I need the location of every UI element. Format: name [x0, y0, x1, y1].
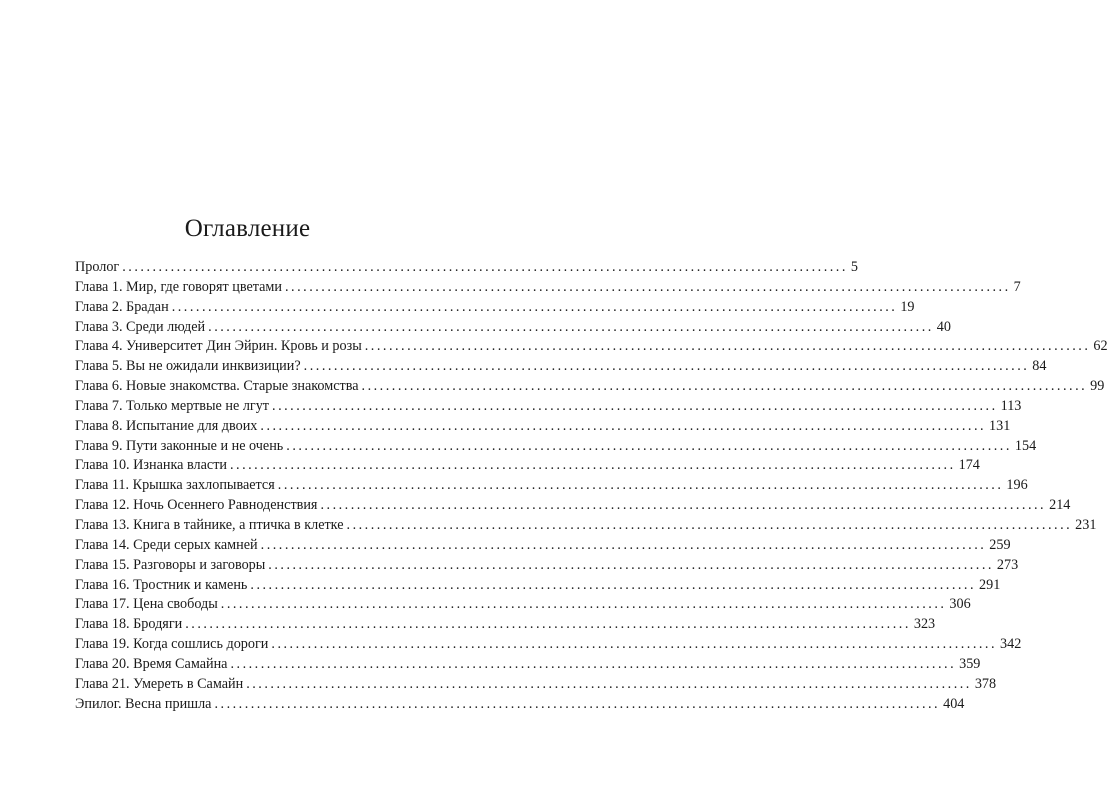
toc-entry-page: 131 — [989, 417, 1011, 434]
toc-entry-title: Глава 21. Умереть в Самайн — [75, 675, 244, 692]
toc-entry-page: 5 — [850, 259, 858, 275]
toc-entry[interactable] — [75, 476, 1028, 496]
dot-leader: ........................................................................................................................ — [320, 497, 1047, 514]
dot-leader: ........................................................................................................................ — [260, 536, 987, 553]
toc-entry[interactable] — [75, 258, 858, 278]
toc-entry[interactable] — [75, 318, 951, 338]
toc-entry[interactable] — [75, 595, 971, 615]
toc-entry[interactable] — [75, 536, 1011, 556]
dot-leader: ........................................................................................................................ — [208, 318, 934, 335]
toc-entry[interactable] — [75, 417, 1011, 437]
dot-leader: ........................................................................................................................ — [361, 378, 1088, 395]
toc-entry[interactable] — [75, 655, 981, 675]
toc-entry[interactable] — [75, 337, 1108, 357]
toc-entry-title: Глава 20. Время Самайна — [75, 655, 228, 672]
toc-entry-title: Глава 2. Брадан — [75, 298, 169, 315]
dot-leader: ........................................................................................................................ — [250, 576, 977, 593]
dot-leader: ........................................................................................................................ — [246, 675, 972, 692]
toc-entry-page: 404 — [943, 695, 965, 712]
toc-entry-title: Глава 14. Среди серых камней — [75, 536, 258, 553]
toc-entry-page: 99 — [1090, 378, 1105, 395]
toc-entry[interactable] — [75, 496, 1071, 516]
toc-entry[interactable] — [75, 695, 965, 715]
toc-list — [75, 258, 1108, 714]
toc-entry[interactable] — [75, 298, 915, 318]
toc-entry[interactable] — [75, 357, 1047, 377]
toc-entry-title: Глава 11. Крышка захлопывается — [75, 477, 275, 494]
toc-entry[interactable] — [75, 397, 1022, 417]
toc-entry[interactable] — [75, 437, 1037, 457]
toc-entry[interactable] — [75, 516, 1097, 536]
toc-entry-page: 113 — [1000, 397, 1022, 414]
toc-entry-page: 84 — [1032, 358, 1047, 375]
toc-entry-title: Глава 15. Разговоры и заговоры — [75, 556, 266, 573]
toc-entry[interactable] — [75, 556, 1019, 576]
toc-entry-page: 19 — [900, 298, 915, 315]
toc-entry-title: Глава 9. Пути законные и не очень — [75, 437, 284, 454]
dot-leader: ........................................................................................................................ — [268, 556, 994, 573]
dot-leader: ........................................................................................................................ — [272, 397, 998, 414]
toc-entry[interactable] — [75, 675, 997, 695]
dot-leader: ........................................................................................................................ — [185, 616, 911, 633]
toc-entry[interactable] — [75, 635, 1022, 655]
toc-entry-title: Глава 6. Новые знакомства. Старые знакомства — [75, 378, 359, 395]
toc-entry-page: 273 — [996, 556, 1019, 573]
toc-entry-page: 62 — [1093, 338, 1108, 355]
toc-entry-title: Глава 13. Книга в тайнике, а птичка в клетке — [75, 516, 344, 533]
dot-leader: ........................................................................................................................ — [277, 477, 1004, 494]
toc-entry-title: Глава 10. Изнанка власти — [75, 457, 227, 474]
toc-entry[interactable] — [75, 278, 1021, 298]
toc-entry-title: Глава 3. Среди людей — [75, 318, 206, 335]
toc-title: Оглавление — [184, 215, 311, 242]
toc-entry-title: Глава 16. Тростник и камень — [75, 576, 248, 593]
toc-entry-page: 378 — [974, 675, 997, 692]
toc-entry-title: Глава 12. Ночь Осеннего Равноденствия — [75, 497, 318, 514]
dot-leader: ........................................................................................................................ — [260, 417, 987, 434]
dot-leader: ........................................................................................................................ — [286, 437, 1012, 454]
toc-entry-page: 174 — [958, 457, 980, 474]
dot-leader: ........................................................................................................................ — [364, 338, 1091, 355]
toc-entry-page: 154 — [1014, 437, 1037, 454]
dot-leader: ........................................................................................................................ — [271, 636, 998, 653]
toc-entry-title: Пролог — [75, 259, 120, 275]
toc-entry-title: Глава 17. Цена свободы — [75, 596, 218, 613]
dot-leader: ........................................................................................................................ — [285, 278, 1011, 295]
dot-leader: ........................................................................................................................ — [220, 596, 947, 613]
dot-leader: ........................................................................................................................ — [303, 358, 1030, 375]
dot-leader: ........................................................................................................................ — [229, 457, 956, 474]
dot-leader: ........................................................................................................................ — [346, 516, 1073, 533]
toc-entry-page: 306 — [949, 596, 971, 613]
toc-entry[interactable] — [75, 456, 980, 476]
toc-entry-title: Эпилог. Весна пришла — [75, 695, 212, 712]
toc-entry-page: 7 — [1013, 278, 1021, 295]
toc-entry-title: Глава 7. Только мертвые не лгут — [75, 397, 270, 414]
toc-entry-page: 196 — [1006, 477, 1028, 494]
dot-leader: ........................................................................................................................ — [122, 259, 848, 275]
toc-entry[interactable] — [75, 615, 936, 635]
toc-entry-page: 259 — [989, 536, 1011, 553]
dot-leader: ........................................................................................................................ — [230, 655, 957, 672]
toc-entry-title: Глава 18. Бродяги — [75, 616, 183, 633]
toc-entry-page: 291 — [979, 576, 1001, 593]
toc-entry-page: 231 — [1075, 516, 1097, 533]
dot-leader: ........................................................................................................................ — [214, 695, 941, 712]
toc-entry-page: 40 — [936, 318, 951, 335]
toc-entry-page: 323 — [913, 616, 936, 633]
toc-entry-page: 359 — [959, 655, 981, 672]
toc-entry[interactable] — [75, 377, 1105, 397]
toc-entry-title: Глава 19. Когда сошлись дороги — [75, 636, 269, 653]
toc-entry-title: Глава 1. Мир, где говорят цветами — [75, 278, 282, 295]
toc-entry-page: 214 — [1049, 497, 1071, 514]
toc-entry-title: Глава 8. Испытание для двоих — [75, 417, 258, 434]
toc-entry-title: Глава 5. Вы не ожидали инквизиции? — [75, 358, 301, 375]
toc-entry-page: 342 — [1000, 636, 1022, 653]
toc-entry[interactable] — [75, 576, 1001, 596]
toc-entry-title: Глава 4. Университет Дин Эйрин. Кровь и розы — [75, 338, 362, 355]
dot-leader: ........................................................................................................................ — [171, 298, 898, 315]
